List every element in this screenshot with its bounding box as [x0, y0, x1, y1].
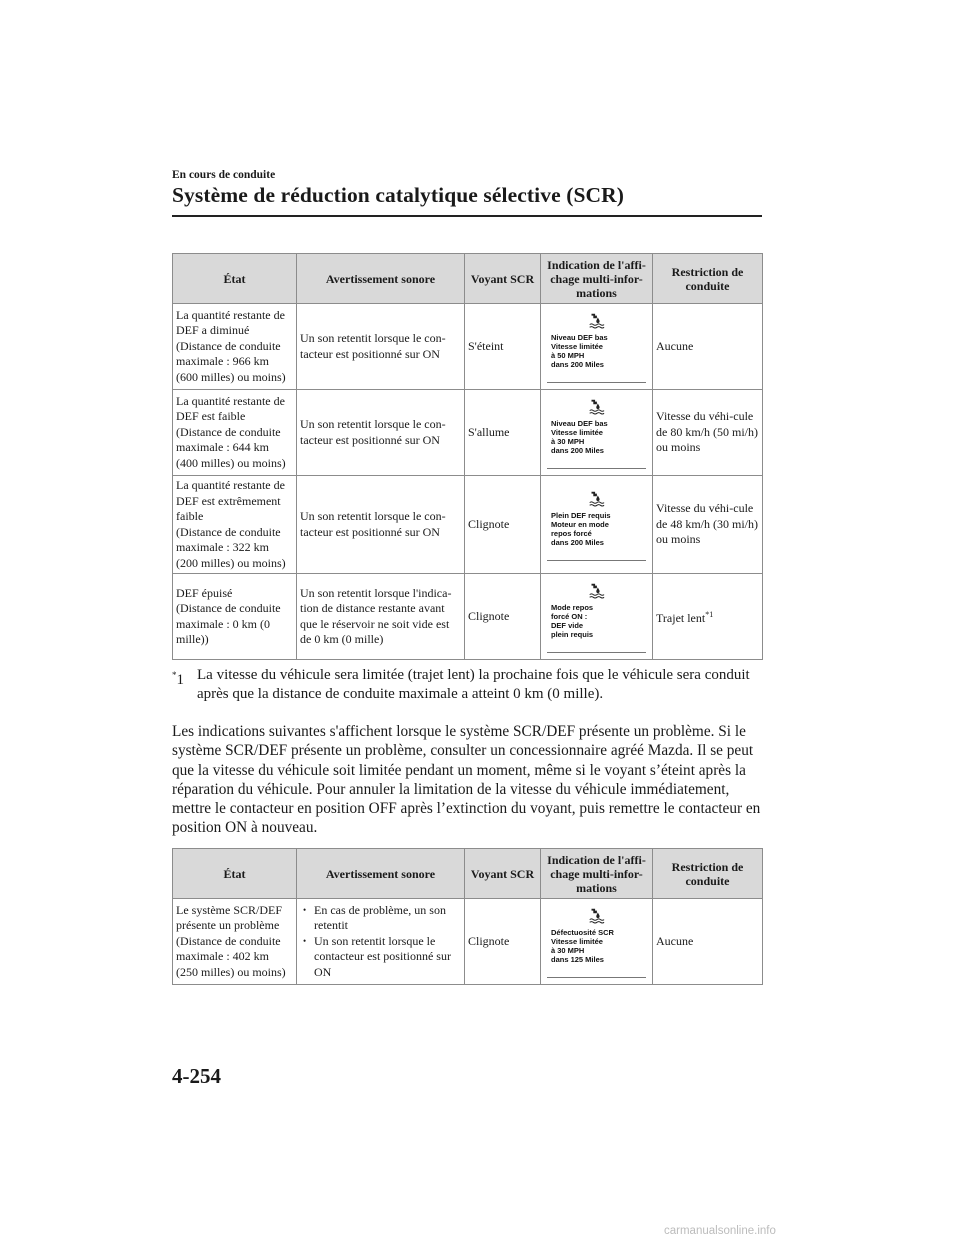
restriction-text: Aucune — [656, 338, 694, 353]
cell-sound: Un son retentit lorsque le con-tacteur est positionné sur ON — [297, 476, 465, 574]
cell-lamp: Clignote — [465, 476, 541, 574]
def-warning-icon — [587, 398, 605, 416]
page-title: Système de réduction catalytique sélective (SCR) — [172, 183, 625, 207]
cell-state: Le système SCR/DEF présente un problème (Distance de conduite maximale : 402 km (250 milles) ou moins) — [173, 899, 297, 985]
header-state: État — [173, 254, 297, 304]
scr-status-table — [172, 253, 763, 660]
restriction-text: Vitesse du véhi-cule de 48 km/h (30 mi/h) ou moins — [656, 501, 758, 547]
cell-sound: Un son retentit lorsque l'indica-tion de distance restante avant que le réservoir ne soit vide est de 0 km (0 mille) — [297, 574, 465, 660]
footnote-ref: *1 — [705, 609, 714, 619]
multi-info-display — [547, 905, 646, 978]
cell-restriction — [653, 574, 763, 660]
cell-state: La quantité restante de DEF est extrêmement faible (Distance de conduite maximale : 322 km (200 milles) ou moins) — [173, 476, 297, 574]
cell-restriction — [653, 476, 763, 574]
cell-restriction — [653, 304, 763, 390]
header-restriction: Restriction de conduite — [653, 849, 763, 899]
def-warning-icon — [587, 582, 605, 600]
sound-bullet-list — [300, 903, 461, 981]
restriction-text: Trajet lent — [656, 610, 706, 625]
cell-restriction — [653, 390, 763, 476]
header-state: État — [173, 849, 297, 899]
cell-sound: Un son retentit lorsque le con-tacteur est positionné sur ON — [297, 304, 465, 390]
cell-display — [541, 574, 653, 660]
section-label: En cours de conduite — [172, 169, 276, 181]
cell-lamp: Clignote — [465, 574, 541, 660]
multi-info-display — [547, 580, 646, 653]
page-number: 4-254 — [172, 1064, 221, 1088]
header-sound: Avertissement sonore — [297, 849, 465, 899]
restriction-text: Vitesse du véhi-cule de 80 km/h (50 mi/h) ou moins — [656, 409, 758, 455]
table-row — [173, 390, 763, 476]
display-message: Mode repos forcé ON : DEF vide plein requis — [551, 603, 594, 639]
multi-info-display — [547, 488, 646, 561]
multi-info-display — [547, 310, 646, 383]
title-rule — [172, 215, 762, 217]
table-row — [173, 899, 763, 985]
display-message: Plein DEF requis Moteur en mode repos forcé dans 200 Miles — [551, 511, 611, 547]
display-message: Défectuosité SCR Vitesse limitée à 30 MPH dans 125 Miles — [551, 928, 614, 964]
cell-restriction: Aucune — [653, 899, 763, 985]
header-lamp: Voyant SCR — [465, 849, 541, 899]
def-warning-icon — [587, 907, 605, 925]
cell-state: La quantité restante de DEF est faible (Distance de conduite maximale : 644 km (400 milles) ou moins) — [173, 390, 297, 476]
cell-lamp: S'allume — [465, 390, 541, 476]
scr-malfunction-table — [172, 848, 763, 985]
table-row — [173, 476, 763, 574]
cell-sound: Un son retentit lorsque le con-tacteur est positionné sur ON — [297, 390, 465, 476]
footnote-marker: *1 — [172, 670, 184, 688]
cell-display — [541, 476, 653, 574]
display-message: Niveau DEF bas Vitesse limitée à 50 MPH dans 200 Miles — [551, 333, 608, 369]
cell-display — [541, 304, 653, 390]
table-row — [173, 574, 763, 660]
def-warning-icon — [587, 312, 605, 330]
footnote — [172, 666, 762, 704]
header-restriction: Restriction de conduite — [653, 254, 763, 304]
header-display: Indication de l'affi-chage multi-infor-mations — [541, 254, 653, 304]
display-message: Niveau DEF bas Vitesse limitée à 30 MPH dans 200 Miles — [551, 419, 608, 455]
cell-display — [541, 390, 653, 476]
watermark: carmanualsonline.info — [664, 1225, 776, 1237]
footnote-text: La vitesse du véhicule sera limitée (trajet lent) la prochaine fois que le véhicule sera conduit après que la distance de conduite maximale a atteint 0 km (0 mille). — [197, 667, 750, 702]
header-sound: Avertissement sonore — [297, 254, 465, 304]
table-row — [173, 304, 763, 390]
cell-lamp: Clignote — [465, 899, 541, 985]
multi-info-display — [547, 396, 646, 469]
list-item: • Un son retentit lorsque le contacteur est positionné sur ON — [300, 934, 461, 981]
def-warning-icon — [587, 490, 605, 508]
header-lamp: Voyant SCR — [465, 254, 541, 304]
header-display: Indication de l'affi-chage multi-infor-mations — [541, 849, 653, 899]
cell-sound — [297, 899, 465, 985]
body-paragraph — [172, 722, 762, 838]
cell-lamp: S'éteint — [465, 304, 541, 390]
cell-state: La quantité restante de DEF a diminué (Distance de conduite maximale : 966 km (600 milles) ou moins) — [173, 304, 297, 390]
paragraph-text: Les indications suivantes s'affichent lorsque le système SCR/DEF présente un problème. Si le système SCR/DEF présente un problème, consulter un concessionnaire agréé Mazda. Il se peut que la vitesse du véhicule soit limitée pendant un moment, même si le voyant s’éteint après la réparation du véhicule. Pour annuler la limitation de la vitesse du véhicule immédiatement, mettre le contacteur en position OFF après l’extinction du voyant, puis remettre le contacteur en position ON à nouveau. — [172, 723, 761, 837]
cell-state: DEF épuisé (Distance de conduite maximale : 0 km (0 mille)) — [173, 574, 297, 660]
cell-display — [541, 899, 653, 985]
list-item: • En cas de problème, un son retentit — [300, 903, 461, 934]
